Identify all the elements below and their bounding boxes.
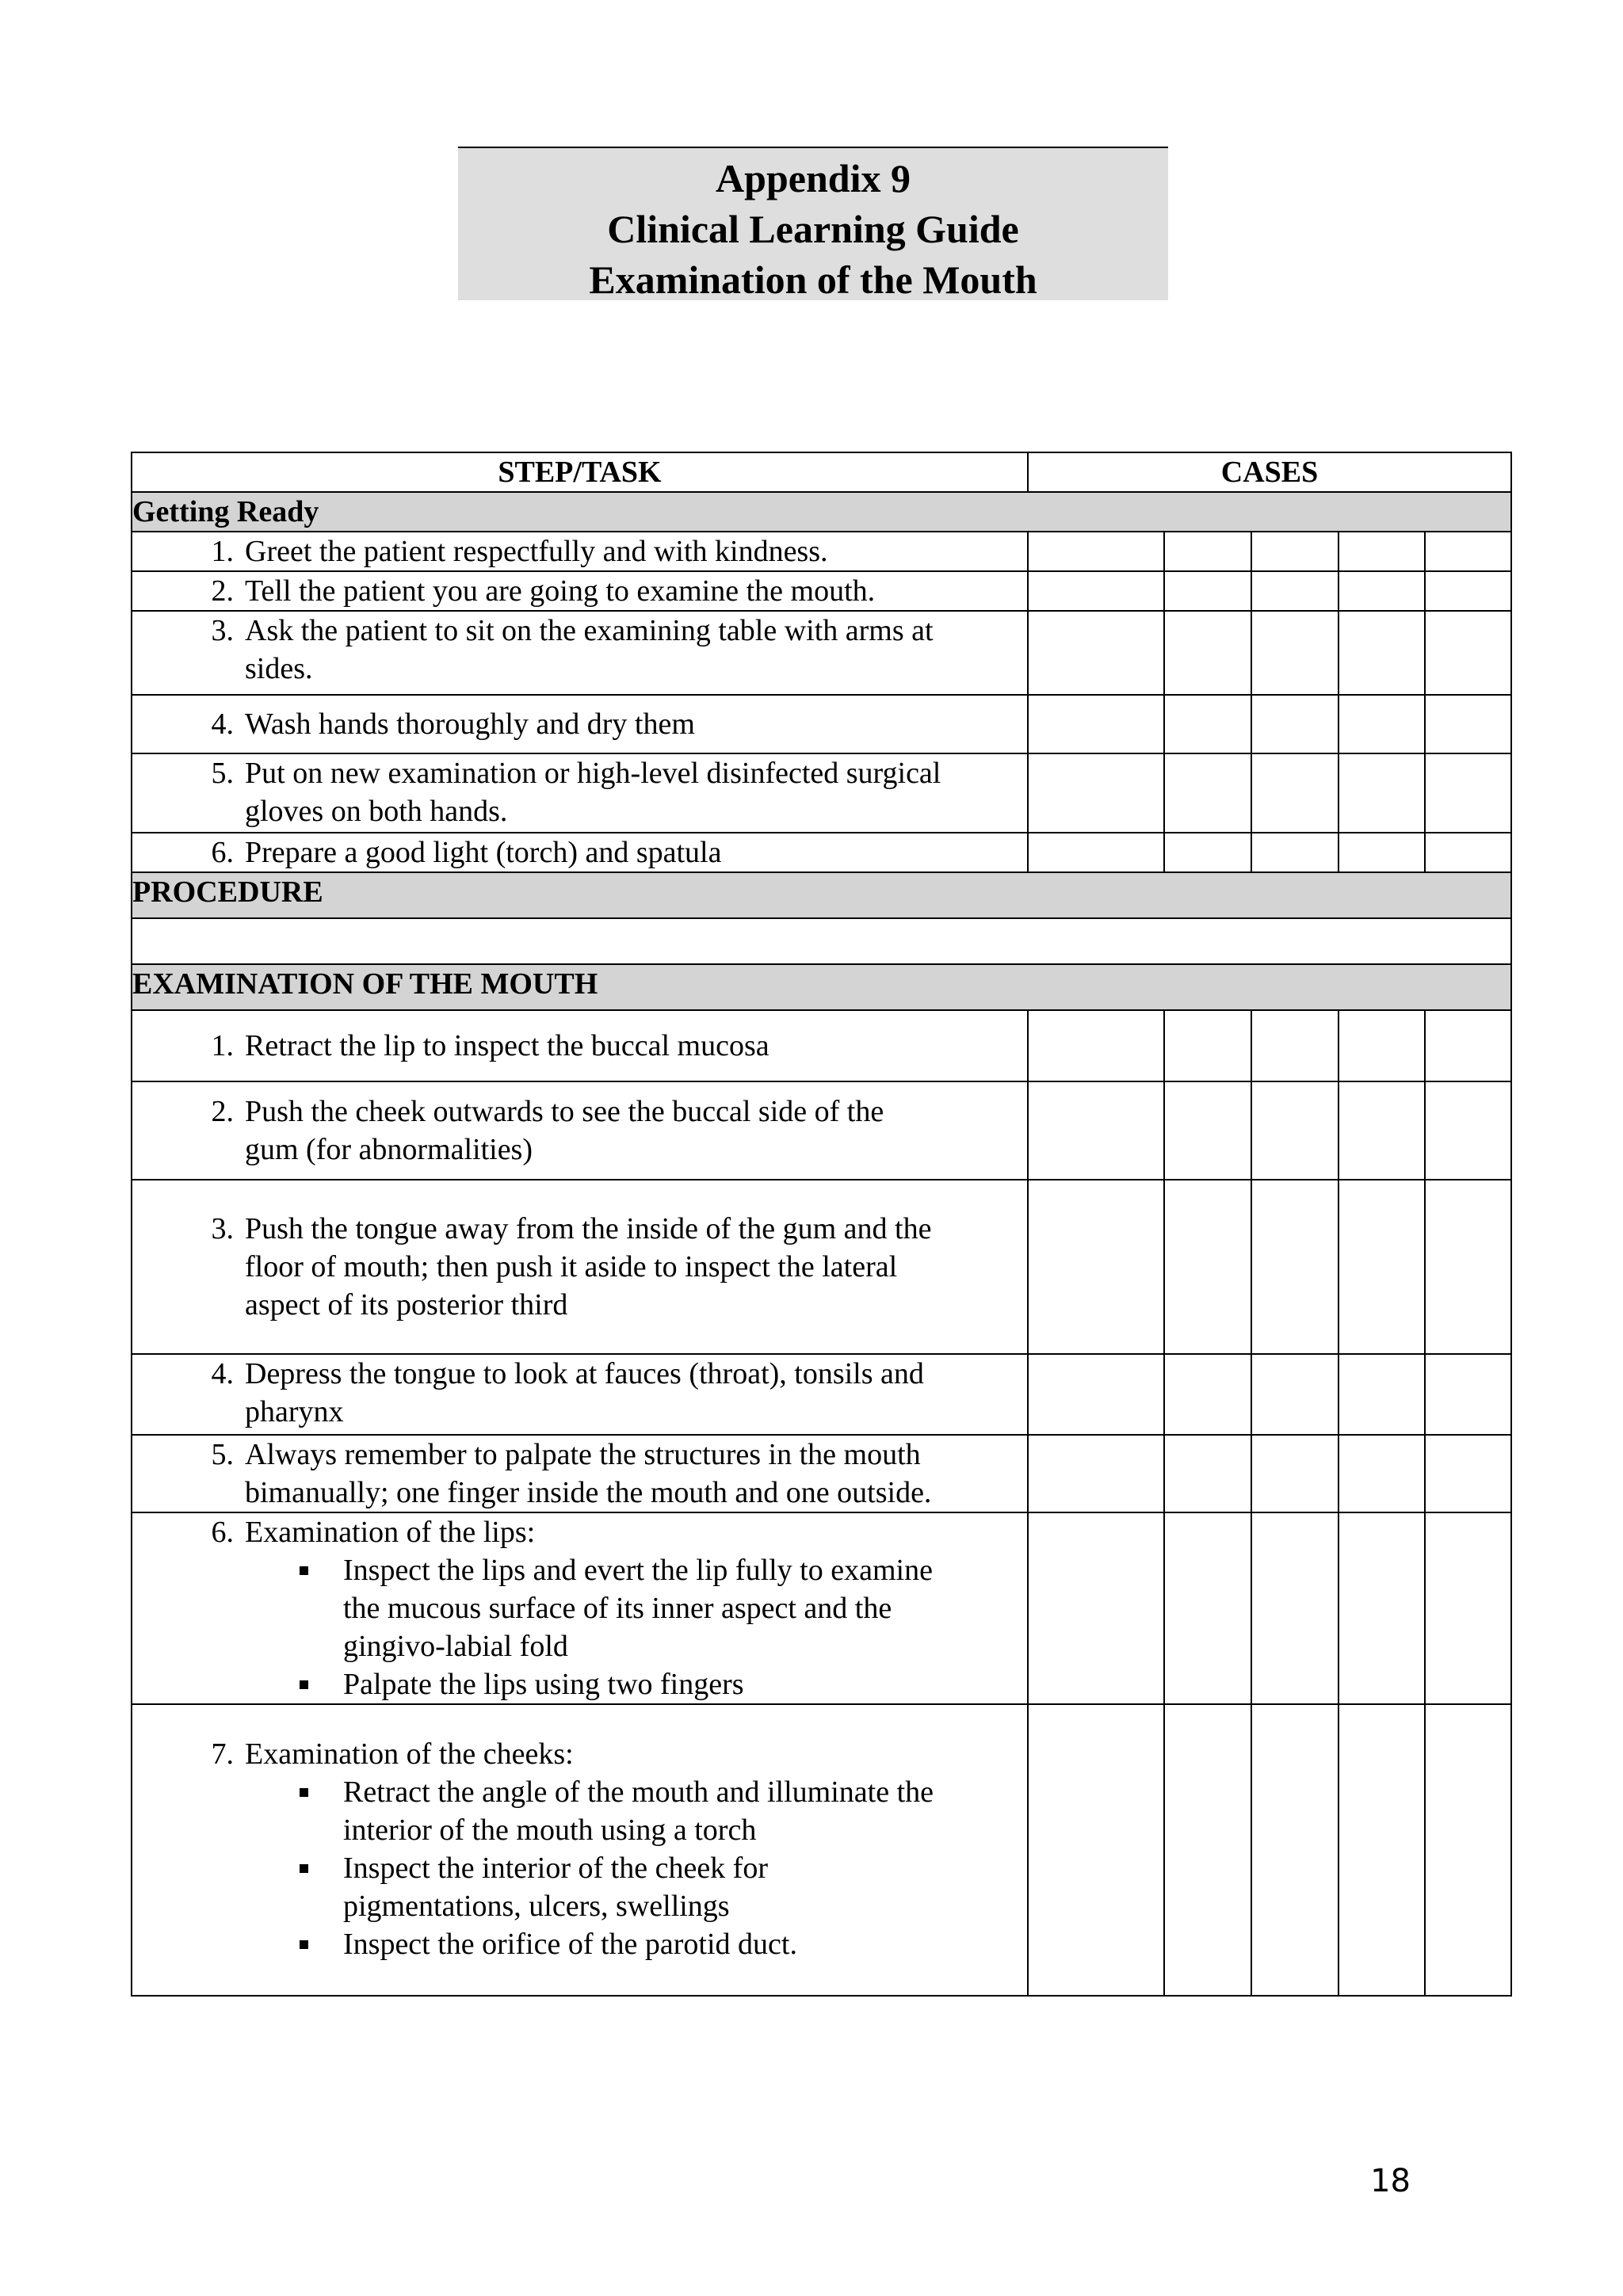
case-checkbox[interactable] (1425, 1704, 1511, 1996)
appendix-heading: Appendix 9 (716, 156, 911, 200)
table-row (132, 532, 1511, 571)
case-checkbox[interactable] (1028, 571, 1164, 611)
case-checkbox[interactable] (1028, 611, 1164, 695)
step-cell: 6. Examination of the lips: Inspect the lips and evert the lip fully to examine the mucous surface of its inner aspect and the gingivo-labial fold Palpate the lips using two fingers (132, 1512, 1028, 1704)
case-checkbox[interactable] (1251, 532, 1338, 571)
case-checkbox[interactable] (1338, 1512, 1425, 1704)
page-number: 18 (1370, 2163, 1411, 2199)
case-checkbox[interactable] (1251, 753, 1338, 833)
case-checkbox[interactable] (1251, 695, 1338, 753)
table-row (132, 1704, 1511, 1996)
table-row (132, 1180, 1511, 1354)
case-checkbox[interactable] (1164, 611, 1251, 695)
bullet-item: Retract the angle of the mouth and illuminate the (343, 1773, 1027, 1811)
table-row (132, 695, 1511, 753)
case-checkbox[interactable] (1425, 571, 1511, 611)
case-checkbox[interactable] (1028, 1180, 1164, 1354)
blank-row (132, 918, 1511, 964)
case-checkbox[interactable] (1338, 1704, 1425, 1996)
step-task-header: STEP/TASK (132, 452, 1028, 492)
learning-guide-table (131, 452, 1512, 1997)
case-checkbox[interactable] (1338, 1354, 1425, 1435)
case-checkbox[interactable] (1028, 753, 1164, 833)
bullet-item: Palpate the lips using two fingers (343, 1665, 1027, 1703)
case-checkbox[interactable] (1164, 1010, 1251, 1081)
case-checkbox[interactable] (1164, 1180, 1251, 1354)
table-row (132, 571, 1511, 611)
section-row-procedure (132, 872, 1511, 918)
table-row (132, 833, 1511, 872)
blank-cell (132, 918, 1511, 964)
section-row-examination (132, 964, 1511, 1010)
step-cell: 1. Greet the patient respectfully and with kindness. (132, 532, 1028, 571)
case-checkbox[interactable] (1425, 532, 1511, 571)
section-title: PROCEDURE (132, 872, 1511, 918)
case-checkbox[interactable] (1251, 1180, 1338, 1354)
case-checkbox[interactable] (1028, 1512, 1164, 1704)
step-cell: 5. Put on new examination or high-level disinfected surgical gloves on both hands. (132, 753, 1028, 833)
appendix-title-box (458, 147, 1168, 300)
case-checkbox[interactable] (1425, 1010, 1511, 1081)
step-cell: 7. Examination of the cheeks: Retract the angle of the mouth and illuminate the interior of the mouth using a torch Inspect the interior of the cheek for pigmentations, ulcers, swellings Inspect the orifice of the parotid duct. (132, 1704, 1028, 1996)
case-checkbox[interactable] (1164, 753, 1251, 833)
table-header-row (132, 452, 1511, 492)
case-checkbox[interactable] (1338, 1010, 1425, 1081)
section-row-getting-ready (132, 492, 1511, 532)
case-checkbox[interactable] (1028, 833, 1164, 872)
step-cell: 4. Depress the tongue to look at fauces (throat), tonsils and pharynx (132, 1354, 1028, 1435)
step-cell: 5. Always remember to palpate the structures in the mouth bimanually; one finger inside the mouth and one outside. (132, 1435, 1028, 1512)
step-cell: 1. Retract the lip to inspect the buccal mucosa (132, 1010, 1028, 1081)
case-checkbox[interactable] (1164, 695, 1251, 753)
table-row (132, 1435, 1511, 1512)
step-cell: 6. Prepare a good light (torch) and spatula (132, 833, 1028, 872)
case-checkbox[interactable] (1425, 1435, 1511, 1512)
case-checkbox[interactable] (1164, 833, 1251, 872)
table-row (132, 1010, 1511, 1081)
case-checkbox[interactable] (1338, 1180, 1425, 1354)
table-row (132, 1354, 1511, 1435)
case-checkbox[interactable] (1338, 833, 1425, 872)
guide-title: Clinical Learning Guide (607, 207, 1019, 251)
guide-subtitle: Examination of the Mouth (589, 257, 1037, 302)
case-checkbox[interactable] (1251, 1010, 1338, 1081)
section-title: EXAMINATION OF THE MOUTH (132, 964, 1511, 1010)
case-checkbox[interactable] (1338, 753, 1425, 833)
case-checkbox[interactable] (1251, 611, 1338, 695)
table-row (132, 1512, 1511, 1704)
case-checkbox[interactable] (1425, 753, 1511, 833)
case-checkbox[interactable] (1338, 611, 1425, 695)
case-checkbox[interactable] (1028, 1010, 1164, 1081)
case-checkbox[interactable] (1425, 1512, 1511, 1704)
case-checkbox[interactable] (1425, 611, 1511, 695)
case-checkbox[interactable] (1425, 1081, 1511, 1180)
case-checkbox[interactable] (1251, 1512, 1338, 1704)
table-row (132, 1081, 1511, 1180)
case-checkbox[interactable] (1338, 695, 1425, 753)
case-checkbox[interactable] (1028, 1354, 1164, 1435)
case-checkbox[interactable] (1251, 1704, 1338, 1996)
case-checkbox[interactable] (1338, 1435, 1425, 1512)
case-checkbox[interactable] (1028, 1704, 1164, 1996)
case-checkbox[interactable] (1338, 571, 1425, 611)
case-checkbox[interactable] (1028, 695, 1164, 753)
case-checkbox[interactable] (1028, 532, 1164, 571)
case-checkbox[interactable] (1425, 1180, 1511, 1354)
case-checkbox[interactable] (1425, 695, 1511, 753)
case-checkbox[interactable] (1164, 571, 1251, 611)
section-title: Getting Ready (132, 492, 1511, 532)
case-checkbox[interactable] (1164, 1081, 1251, 1180)
case-checkbox[interactable] (1338, 532, 1425, 571)
case-checkbox[interactable] (1338, 1081, 1425, 1180)
cases-header: CASES (1028, 452, 1511, 492)
case-checkbox[interactable] (1164, 1704, 1251, 1996)
step-cell: 3. Push the tongue away from the inside of the gum and the floor of mouth; then push it aside to inspect the lateral aspect of its posterior third (132, 1180, 1028, 1354)
case-checkbox[interactable] (1425, 833, 1511, 872)
bullet-item: Inspect the interior of the cheek for (343, 1849, 1027, 1887)
table-row (132, 611, 1511, 695)
bullet-item: Inspect the orifice of the parotid duct. (343, 1925, 1027, 1963)
case-checkbox[interactable] (1251, 1354, 1338, 1435)
case-checkbox[interactable] (1251, 833, 1338, 872)
step-cell: 2. Push the cheek outwards to see the buccal side of the gum (for abnormalities) (132, 1081, 1028, 1180)
case-checkbox[interactable] (1251, 1435, 1338, 1512)
case-checkbox[interactable] (1251, 571, 1338, 611)
step-cell: 2. Tell the patient you are going to examine the mouth. (132, 571, 1028, 611)
step-cell: 4. Wash hands thoroughly and dry them (132, 695, 1028, 753)
case-checkbox[interactable] (1251, 1081, 1338, 1180)
table-row (132, 753, 1511, 833)
bullet-item: Inspect the lips and evert the lip fully to examine (343, 1551, 1027, 1589)
case-checkbox[interactable] (1425, 1354, 1511, 1435)
case-checkbox[interactable] (1164, 1354, 1251, 1435)
case-checkbox[interactable] (1028, 1081, 1164, 1180)
case-checkbox[interactable] (1164, 1435, 1251, 1512)
step-cell: 3. Ask the patient to sit on the examining table with arms at sides. (132, 611, 1028, 695)
case-checkbox[interactable] (1164, 532, 1251, 571)
case-checkbox[interactable] (1028, 1435, 1164, 1512)
case-checkbox[interactable] (1164, 1512, 1251, 1704)
